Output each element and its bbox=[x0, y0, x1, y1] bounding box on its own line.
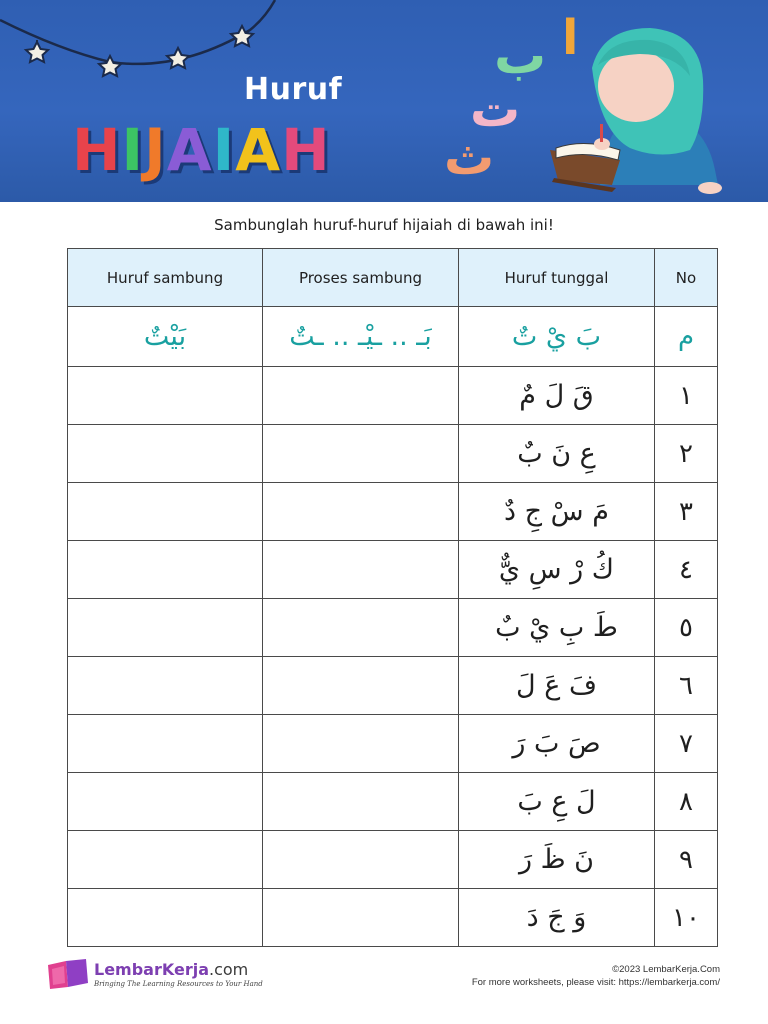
title-letter: H bbox=[72, 116, 122, 184]
row-number-cell: ٩ bbox=[655, 831, 718, 889]
exercise-row bbox=[68, 541, 718, 599]
worksheet-table bbox=[67, 248, 718, 947]
example-huruf-sambung: بَيْتٌ bbox=[68, 307, 263, 367]
title-letter: I bbox=[121, 116, 145, 184]
example-huruf-tunggal: بَ يْ تٌ bbox=[459, 307, 655, 367]
logo-domain-text: .com bbox=[209, 960, 249, 979]
example-row bbox=[68, 307, 718, 367]
lembarkerja-logo[interactable] bbox=[46, 955, 263, 995]
table-header-row bbox=[68, 249, 718, 307]
row-number-cell: ٣ bbox=[655, 483, 718, 541]
exercise-row bbox=[68, 425, 718, 483]
answer-proses-sambung-cell[interactable] bbox=[263, 715, 459, 773]
title-letter: H bbox=[281, 116, 331, 184]
huruf-tunggal-cell: طَ بِ يْ بٌ bbox=[459, 599, 655, 657]
row-number-cell: ٦ bbox=[655, 657, 718, 715]
huruf-tunggal-cell: وَ جَ دَ bbox=[459, 889, 655, 947]
answer-huruf-sambung-cell[interactable] bbox=[68, 367, 263, 425]
decorative-tsa: ث bbox=[444, 128, 495, 186]
exercise-row bbox=[68, 889, 718, 947]
answer-proses-sambung-cell[interactable] bbox=[263, 367, 459, 425]
row-number-cell: ٨ bbox=[655, 773, 718, 831]
answer-proses-sambung-cell[interactable] bbox=[263, 599, 459, 657]
huruf-tunggal-cell: لَ عِ بَ bbox=[459, 773, 655, 831]
exercise-row bbox=[68, 599, 718, 657]
row-number-cell: ١ bbox=[655, 367, 718, 425]
row-number-cell: ١٠ bbox=[655, 889, 718, 947]
answer-huruf-sambung-cell[interactable] bbox=[68, 425, 263, 483]
answer-huruf-sambung-cell[interactable] bbox=[68, 831, 263, 889]
header-no: No bbox=[655, 249, 718, 307]
answer-huruf-sambung-cell[interactable] bbox=[68, 599, 263, 657]
exercise-row bbox=[68, 483, 718, 541]
title-letter: I bbox=[212, 116, 236, 184]
huruf-tunggal-cell: فَ عَ لَ bbox=[459, 657, 655, 715]
huruf-tunggal-cell: نَ ظَ رَ bbox=[459, 831, 655, 889]
exercise-row bbox=[68, 831, 718, 889]
answer-huruf-sambung-cell[interactable] bbox=[68, 715, 263, 773]
answer-huruf-sambung-cell[interactable] bbox=[68, 889, 263, 947]
girl-reading-quran-illustration bbox=[540, 20, 740, 200]
answer-proses-sambung-cell[interactable] bbox=[263, 483, 459, 541]
huruf-tunggal-cell: كُ رْ سِ يٌّ bbox=[459, 541, 655, 599]
header-huruf-tunggal: Huruf tunggal bbox=[459, 249, 655, 307]
row-number-cell: ٢ bbox=[655, 425, 718, 483]
header-huruf-sambung: Huruf sambung bbox=[68, 249, 263, 307]
instruction-text: Sambunglah huruf-huruf hijaiah di bawah ini! bbox=[214, 216, 554, 234]
example-proses-sambung: بَـ .. ـيْـ .. ـتٌ bbox=[263, 307, 459, 367]
exercise-row bbox=[68, 657, 718, 715]
logo-tagline: Bringing The Learning Resources to Your Hand bbox=[94, 980, 263, 988]
title-hijaiah bbox=[72, 118, 331, 182]
row-number-cell: ٥ bbox=[655, 599, 718, 657]
answer-proses-sambung-cell[interactable] bbox=[263, 425, 459, 483]
header-banner bbox=[0, 0, 768, 202]
answer-huruf-sambung-cell[interactable] bbox=[68, 483, 263, 541]
answer-huruf-sambung-cell[interactable] bbox=[68, 541, 263, 599]
title-huruf: Huruf bbox=[244, 72, 343, 107]
more-worksheets-text[interactable]: For more worksheets, please visit: https://lembarkerja.com/ bbox=[471, 977, 720, 988]
exercise-row bbox=[68, 773, 718, 831]
decorative-alif: ا bbox=[562, 10, 579, 66]
row-number-cell: ٤ bbox=[655, 541, 718, 599]
title-letter: A bbox=[235, 116, 282, 184]
answer-proses-sambung-cell[interactable] bbox=[263, 541, 459, 599]
huruf-tunggal-cell: مَ سْ جِ دٌ bbox=[459, 483, 655, 541]
answer-proses-sambung-cell[interactable] bbox=[263, 657, 459, 715]
exercise-row bbox=[68, 715, 718, 773]
decorative-ta: ت bbox=[470, 80, 521, 138]
title-letter: J bbox=[144, 116, 167, 184]
title-letter: A bbox=[166, 116, 213, 184]
logo-name-text: LembarKerja bbox=[94, 960, 209, 979]
answer-proses-sambung-cell[interactable] bbox=[263, 773, 459, 831]
copyright-block bbox=[472, 963, 720, 989]
answer-proses-sambung-cell[interactable] bbox=[263, 889, 459, 947]
copyright-text: ©2023 LembarKerja.Com bbox=[612, 964, 720, 975]
book-logo-icon bbox=[46, 957, 90, 991]
header-proses-sambung: Proses sambung bbox=[263, 249, 459, 307]
example-no: م bbox=[655, 307, 718, 367]
exercise-row bbox=[68, 367, 718, 425]
huruf-tunggal-cell: عِ نَ بٌ bbox=[459, 425, 655, 483]
answer-huruf-sambung-cell[interactable] bbox=[68, 657, 263, 715]
huruf-tunggal-cell: قَ لَ مٌ bbox=[459, 367, 655, 425]
answer-huruf-sambung-cell[interactable] bbox=[68, 773, 263, 831]
row-number-cell: ٧ bbox=[655, 715, 718, 773]
huruf-tunggal-cell: صَ بَ رَ bbox=[459, 715, 655, 773]
decorative-ba: ب bbox=[494, 26, 547, 86]
answer-proses-sambung-cell[interactable] bbox=[263, 831, 459, 889]
